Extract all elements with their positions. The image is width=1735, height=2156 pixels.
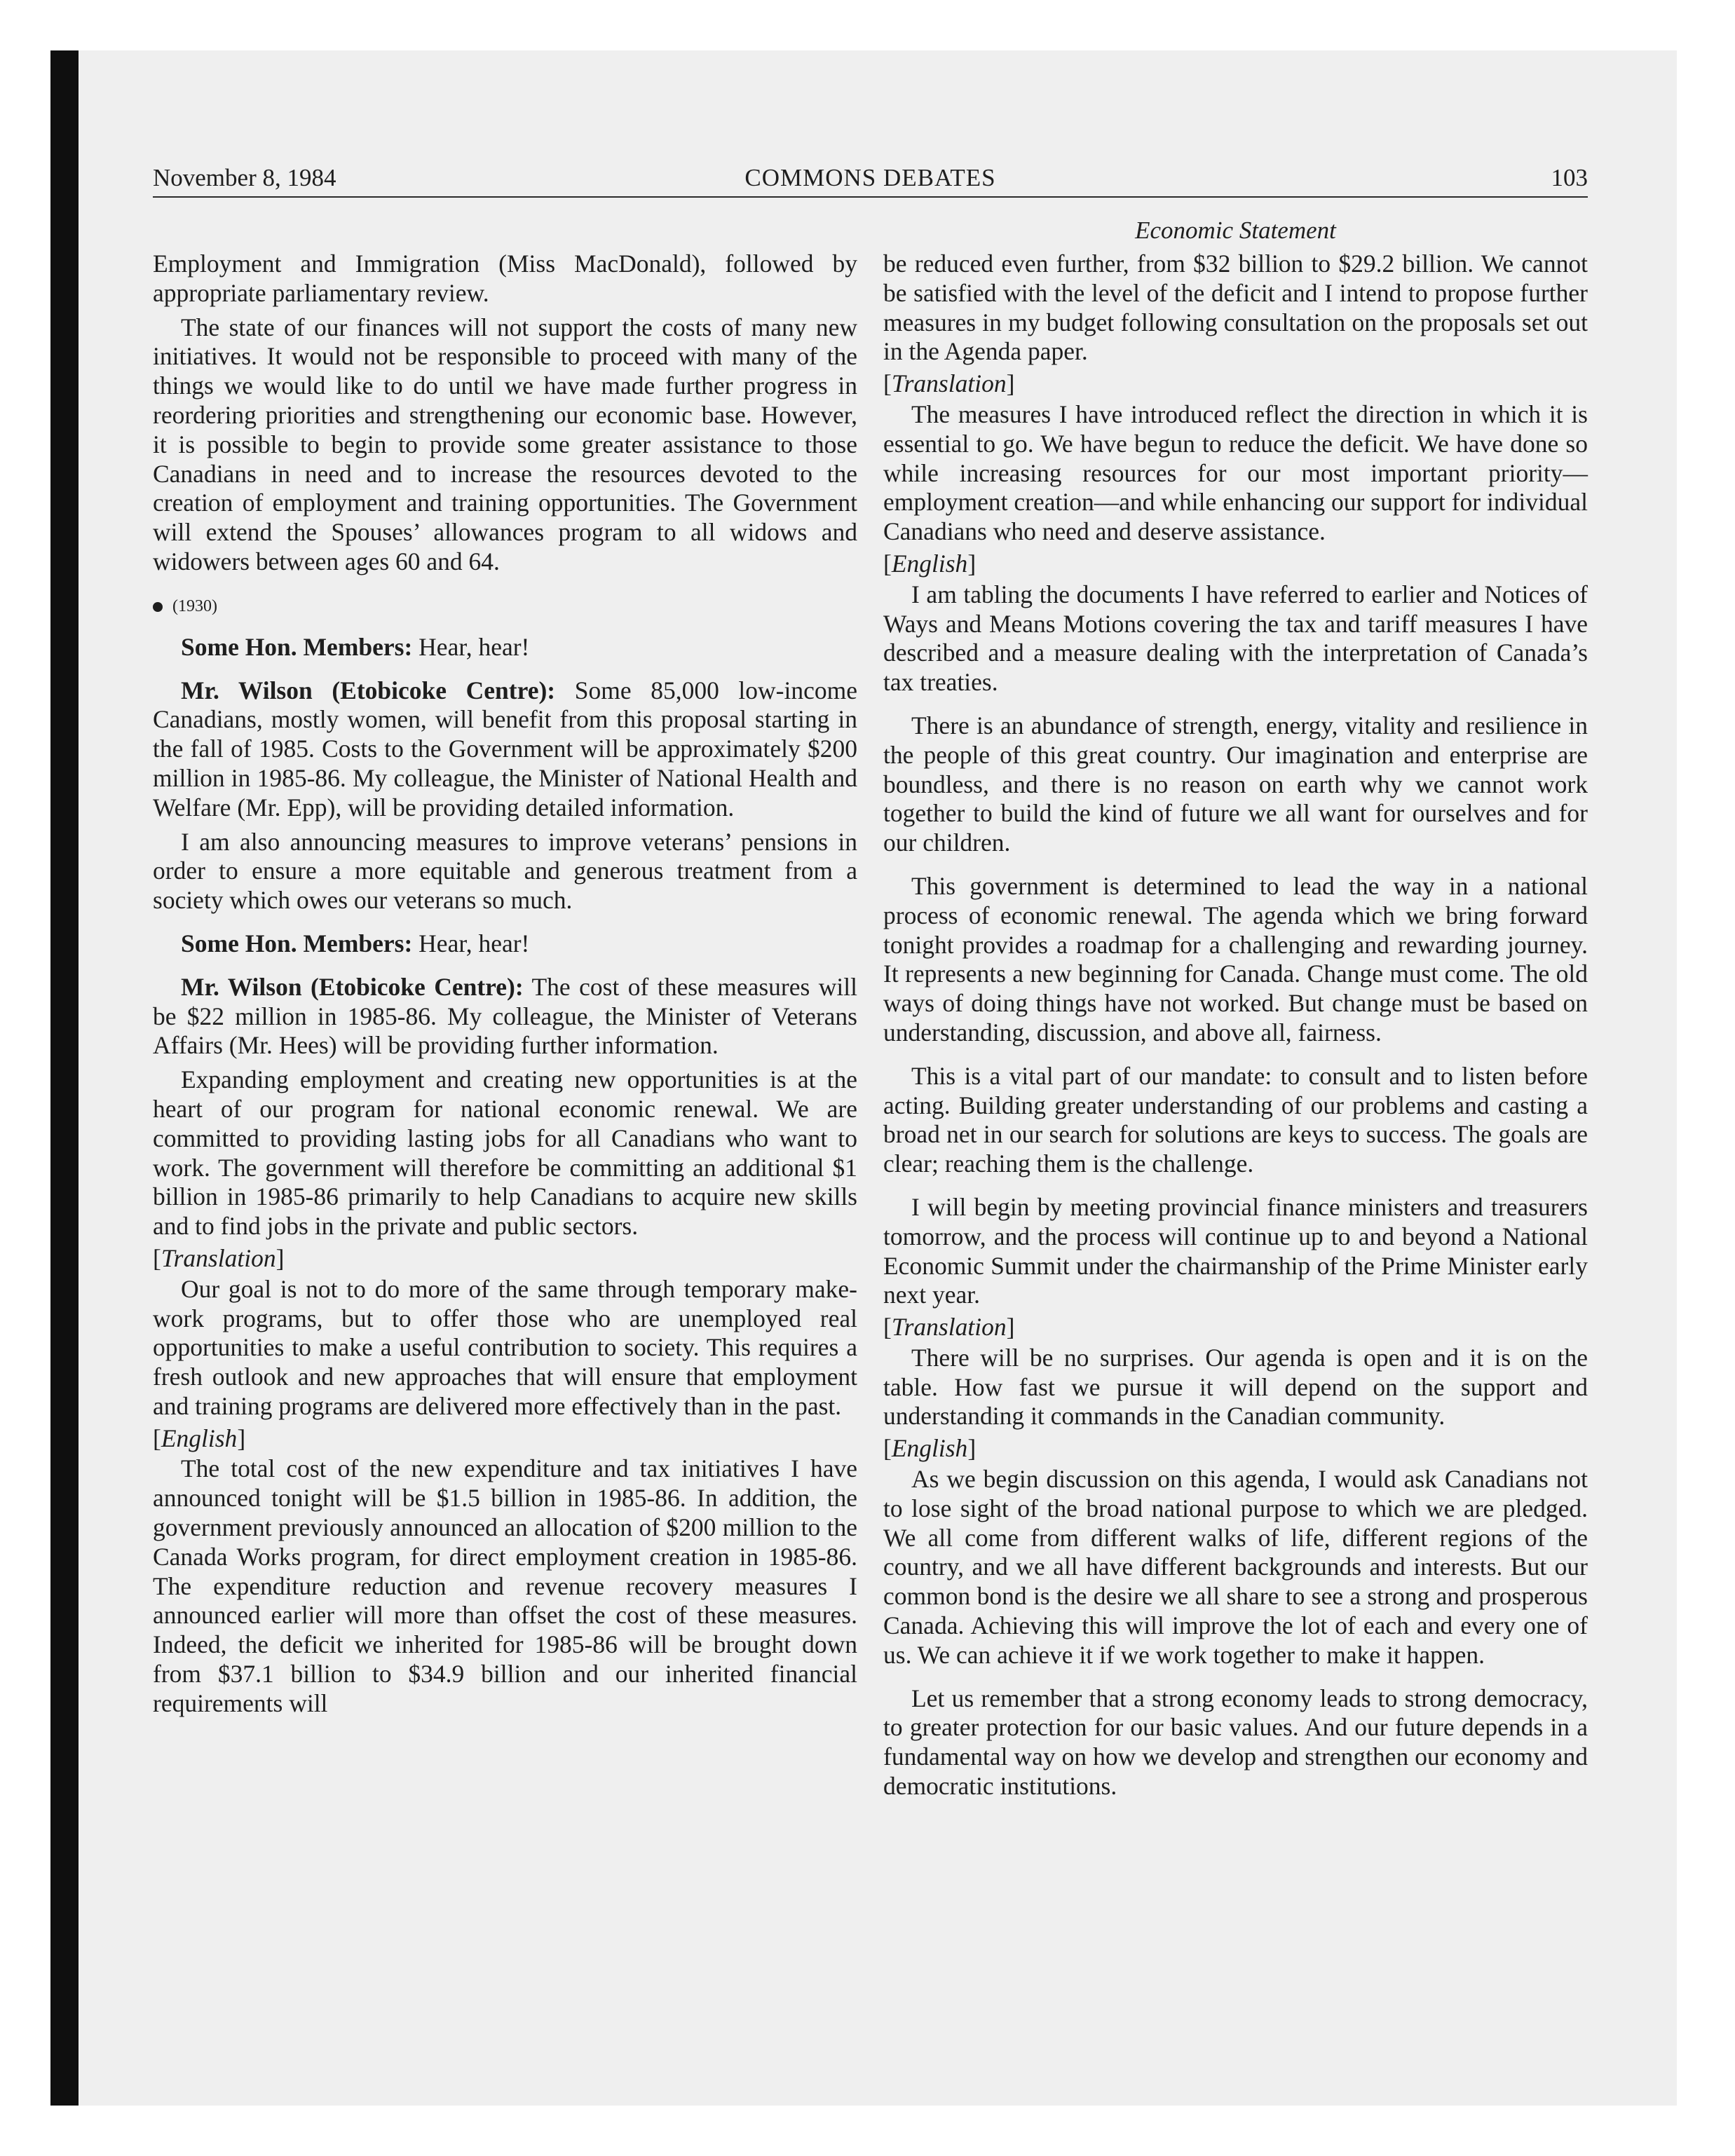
speech [153,676,857,823]
paragraph: There is an abundance of strength, energy, vitality and resilience in the people of this great country. Our imagination and enterprise are boundless, and there is no reason on earth why we cannot work together to build the kind of future we all want for ourselves and for our children. [883,711,1588,857]
language-marker-text: Translation [891,369,1007,398]
speaker-name: Some Hon. Members: [181,929,413,957]
paragraph: Our goal is not to do more of the same through temporary make-work programs, but to offer those who are unemployed real opportunities to make a useful contribution to society. This requires a fresh outlook and new approaches that will ensure that employment and training programs are delivered more effectively than in the past. [153,1274,857,1420]
scan-binding-edge [50,50,79,2106]
paragraph: be reduced even further, from $32 billion to $29.2 billion. We cannot be satisfied with the level of the deficit and I intend to propose further measures in my budget following consultation on the proposals set out in the Agenda paper. [883,250,1588,366]
paragraph: Expanding employment and creating new opportunities is at the heart of our program for national economic renewal. We are committed to providing lasting jobs for all Canadians who want to work. The government will therefore be committing an additional $1 billion in 1985-86 primarily to help Canadians to acquire new skills and to find jobs in the private and public sectors. [153,1065,857,1241]
paragraph: The measures I have introduced reflect the direction in which it is essential to go. We have begun to reduce the deficit. We have done so while increasing resources for our most important priority—employment creation—and while enhancing our support for individual Canadians who need and deserve assistance. [883,400,1588,546]
language-marker-text: English [161,1424,238,1452]
header-date: November 8, 1984 [153,164,336,191]
time-marker [153,592,857,620]
speech-text: Some 85,000 low-income Canadians, mostly women, will benefit from this proposal starting in the fall of 1985. Costs to the Government will be approximately $200 million in 1985-86. My colleague, the Minister of National Health and Welfare (Mr. Epp), will be providing detailed information. [153,676,857,821]
interjection [153,633,857,662]
language-marker: [English] [883,549,977,578]
paragraph: The state of our finances will not support the costs of many new initiatives. It would not be responsible to proceed with many of the things we would like to do until we have made further progress in reordering priorities and strengthening our economic base. However, it is possible to begin to provide some greater assistance to those Canadians in need and to increase the resources devoted to the creation of employment and training opportunities. The Government will extend the Spouses’ allowances program to all widows and widowers between ages 60 and 64. [153,313,857,575]
paragraph: I will begin by meeting provincial finance ministers and treasurers tomorrow, and the process will continue up to and beyond a National Economic Summit under the chairmanship of the Prime Minister early next year. [883,1192,1588,1309]
language-marker: [English] [153,1424,246,1452]
interjection-text: Hear, hear! [419,632,530,661]
paragraph: This government is determined to lead the way in a national process of economic renewal. The agenda which we bring forward tonight provides a roadmap for a challenging and rewarding journey. It represents a new beginning for Canada. Change must come. The old ways of doing things have not worked. But change must be based on understanding, discussion, and above all, fairness. [883,871,1588,1046]
bullet-icon [153,602,163,612]
speech [153,973,857,1060]
language-marker: [Translation] [883,369,1015,398]
speaker-name: Mr. Wilson (Etobicoke Centre): [181,972,524,1001]
paragraph: Let us remember that a strong economy leads to strong democracy, to greater protection for our basic values. And our future depends in a fundamental way on how we develop and strengthen our economy and democratic institutions. [883,1684,1588,1801]
language-marker: [Translation] [153,1243,285,1272]
speaker-name: Some Hon. Members: [181,632,413,661]
header-page-number: 103 [1551,164,1588,191]
header-rule [153,196,1588,198]
paragraph: As we begin discussion on this agenda, I would ask Canadians not to lose sight of the broad national purpose to which we are pledged. We all come from different walks of life, different regions of the country, and we all have different backgrounds and interests. But our common bond is the desire we all share to see a strong and prosperous Canada. Achieving this will improve the lot of each and every one of us. We can achieve it if we work together to make it happen. [883,1465,1588,1669]
interjection-text: Hear, hear! [419,929,530,957]
language-marker-text: English [891,549,968,578]
page-header [153,160,1588,196]
interjection [153,929,857,959]
speech-text: The cost of these measures will be $22 million in 1985-86. My colleague, the Minister of Veterans Affairs (Mr. Hees) will be providing further information. [153,972,858,1060]
left-column [153,250,857,1719]
paragraph: The total cost of the new expenditure and tax initiatives I have announced tonight will be $1.5 billion in 1985-86. In addition, the government previously announced an allocation of $200 million to the Canada Works program, for direct employment creation in 1985-86. The expenditure reduction and revenue recovery measures I announced earlier will more than offset the cost of these measures. Indeed, the deficit we inherited for 1985-86 will be brought down from $37.1 billion to $34.9 billion and our inherited financial requirements will [153,1454,857,1717]
paragraph: I am also announcing measures to improve veterans’ pensions in order to ensure a more equitable and generous treatment from a society which owes our veterans so much. [153,827,857,915]
time-marker-text: (1930) [172,596,217,615]
paragraph: This is a vital part of our mandate: to consult and to listen before acting. Building greater understanding of our problems and casting a broad net in our search for solutions are keys to success. The goals are clear; reaching them is the challenge. [883,1061,1588,1178]
language-marker-text: Translation [161,1243,276,1272]
section-title: Economic Statement [1135,217,1336,244]
language-marker-text: English [891,1434,968,1463]
paragraph: There will be no surprises. Our agenda is open and it is on the table. How fast we pursue it will depend on the support and understanding it commands in the Canadian community. [883,1343,1588,1431]
paragraph: I am tabling the documents I have referred to earlier and Notices of Ways and Means Motions covering the tax and tariff measures I have described and a measure dealing with the interpretation of Canada’s tax treaties. [883,580,1588,697]
right-column [883,250,1588,1801]
language-marker: [Translation] [883,1313,1015,1342]
language-marker-text: Translation [891,1313,1007,1342]
header-publication: COMMONS DEBATES [744,164,996,191]
language-marker: [English] [883,1434,977,1463]
speaker-name: Mr. Wilson (Etobicoke Centre): [181,676,556,704]
paragraph: Employment and Immigration (Miss MacDonald), followed by appropriate parliamentary review. [153,250,857,307]
